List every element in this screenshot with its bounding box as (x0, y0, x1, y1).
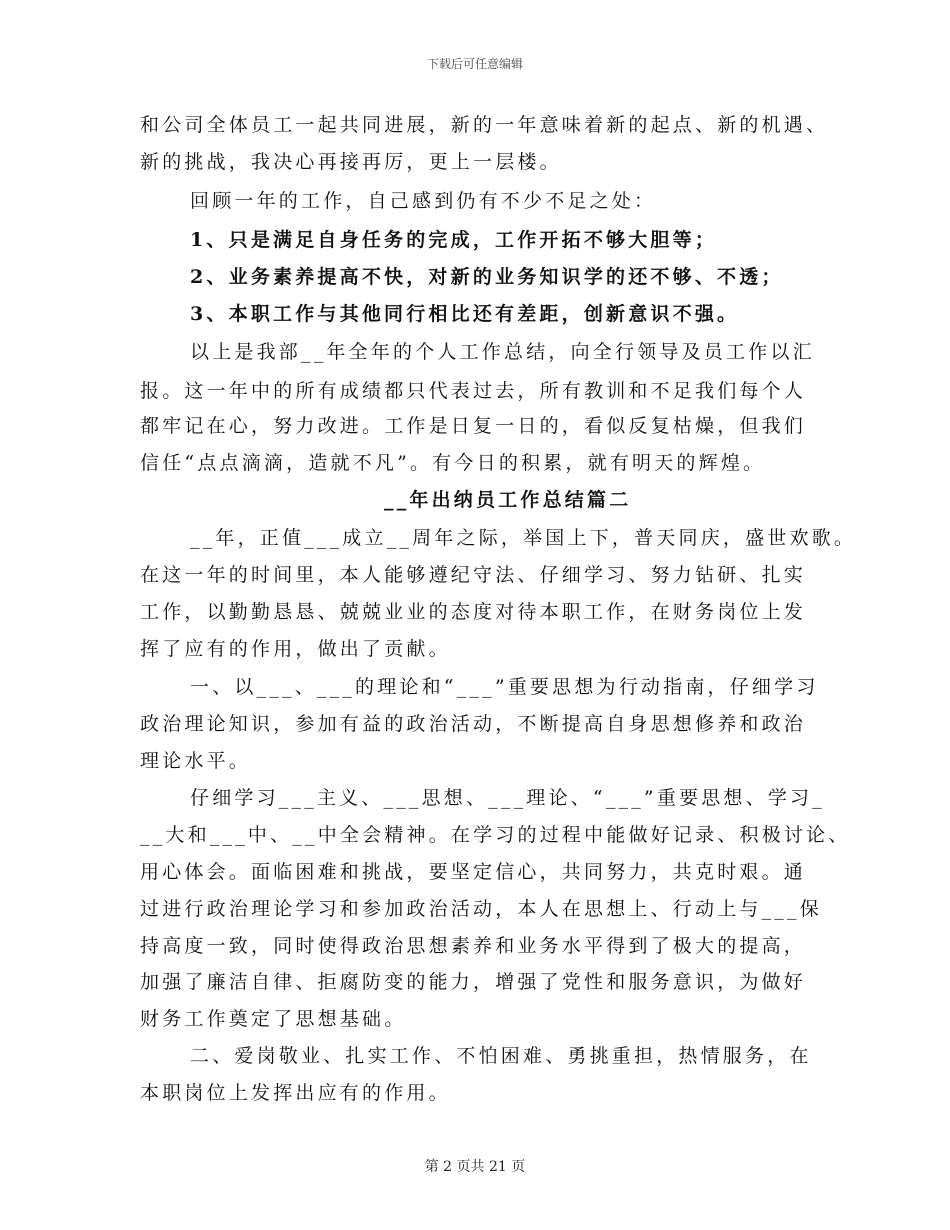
text-line: 本职岗位上发挥出应有的作用。 (140, 1082, 451, 1104)
text-line: 信任“点点滴滴，造就不凡”。有今日的积累，就有明天的辉煌。 (140, 452, 766, 474)
page-footer: 第 2 页共 21 页 (424, 1159, 526, 1175)
text-line: 用心体会。面临困难和挑战，要坚定信心，共同努力，共克时艰。通 (140, 861, 807, 883)
text-line: 持高度一致，同时使得政治思想素养和业务水平得到了极大的提高， (140, 935, 807, 957)
text-line: __年，正值___成立__周年之际，举国上下，普天同庆，盛世欢歌。 (190, 527, 857, 549)
list-item: 3、本职工作与其他同行相比还有差距，创新意识不强。 (190, 303, 740, 325)
text-line: 理论水平。 (140, 750, 252, 772)
text-line: 仔细学习___主义、___思想、___理论、“___”重要思想、学习_ (190, 787, 825, 809)
text-line: 加强了廉洁自律、拒腐防变的能力，增强了党性和服务意识，为做好 (140, 971, 807, 993)
text-line: 财务工作奠定了思想基础。 (140, 1008, 407, 1030)
text-line: 新的挑战，我决心再接再厉，更上一层楼。 (140, 151, 562, 173)
text-line: 二、爱岗敬业、扎实工作、不怕困难、勇挑重担，热情服务，在 (190, 1045, 812, 1067)
page-header: 下载后可任意编辑 (426, 57, 523, 71)
list-item: 1、只是满足自身任务的完成，工作开拓不够大胆等； (190, 229, 718, 251)
section-heading: __年出纳员工作总结篇二 (384, 489, 632, 511)
text-line: 回顾一年的工作，自己感到仍有不少不足之处： (190, 190, 657, 212)
text-line: 工作，以勤勤恳恳、兢兢业业的态度对待本职工作，在财务岗位上发 (140, 601, 807, 623)
text-line: 和公司全体员工一起共同进展，新的一年意味着新的起点、新的机遇、 (140, 114, 829, 136)
text-line: 都牢记在心，努力改进。工作是日复一日的，看似反复枯燥，但我们 (140, 415, 807, 437)
text-line: 以上是我部__年全年的个人工作总结，向全行领导及员工作以汇 (190, 341, 815, 363)
text-line: 挥了应有的作用，做出了贡献。 (140, 638, 451, 660)
text-line: 一、以___、___的理论和“___”重要思想为行动指南，仔细学习 (190, 676, 819, 698)
text-line: 政治理论知识，参加有益的政治活动，不断提高自身思想修养和政治 (140, 713, 807, 735)
list-item: 2、业务素养提高不快，对新的业务知识学的还不够、不透； (190, 266, 784, 288)
text-line: 在这一年的时间里，本人能够遵纪守法、仔细学习、努力钻研、扎实 (140, 564, 807, 586)
text-line: 报。这一年中的所有成绩都只代表过去，所有教训和不足我们每个人 (140, 380, 807, 402)
text-line: 过进行政治理论学习和参加政治活动，本人在思想上、行动上与___保 (140, 898, 822, 920)
text-line: __大和___中、__中全会精神。在学习的过程中能做好记录、积极讨论、 (140, 824, 851, 846)
